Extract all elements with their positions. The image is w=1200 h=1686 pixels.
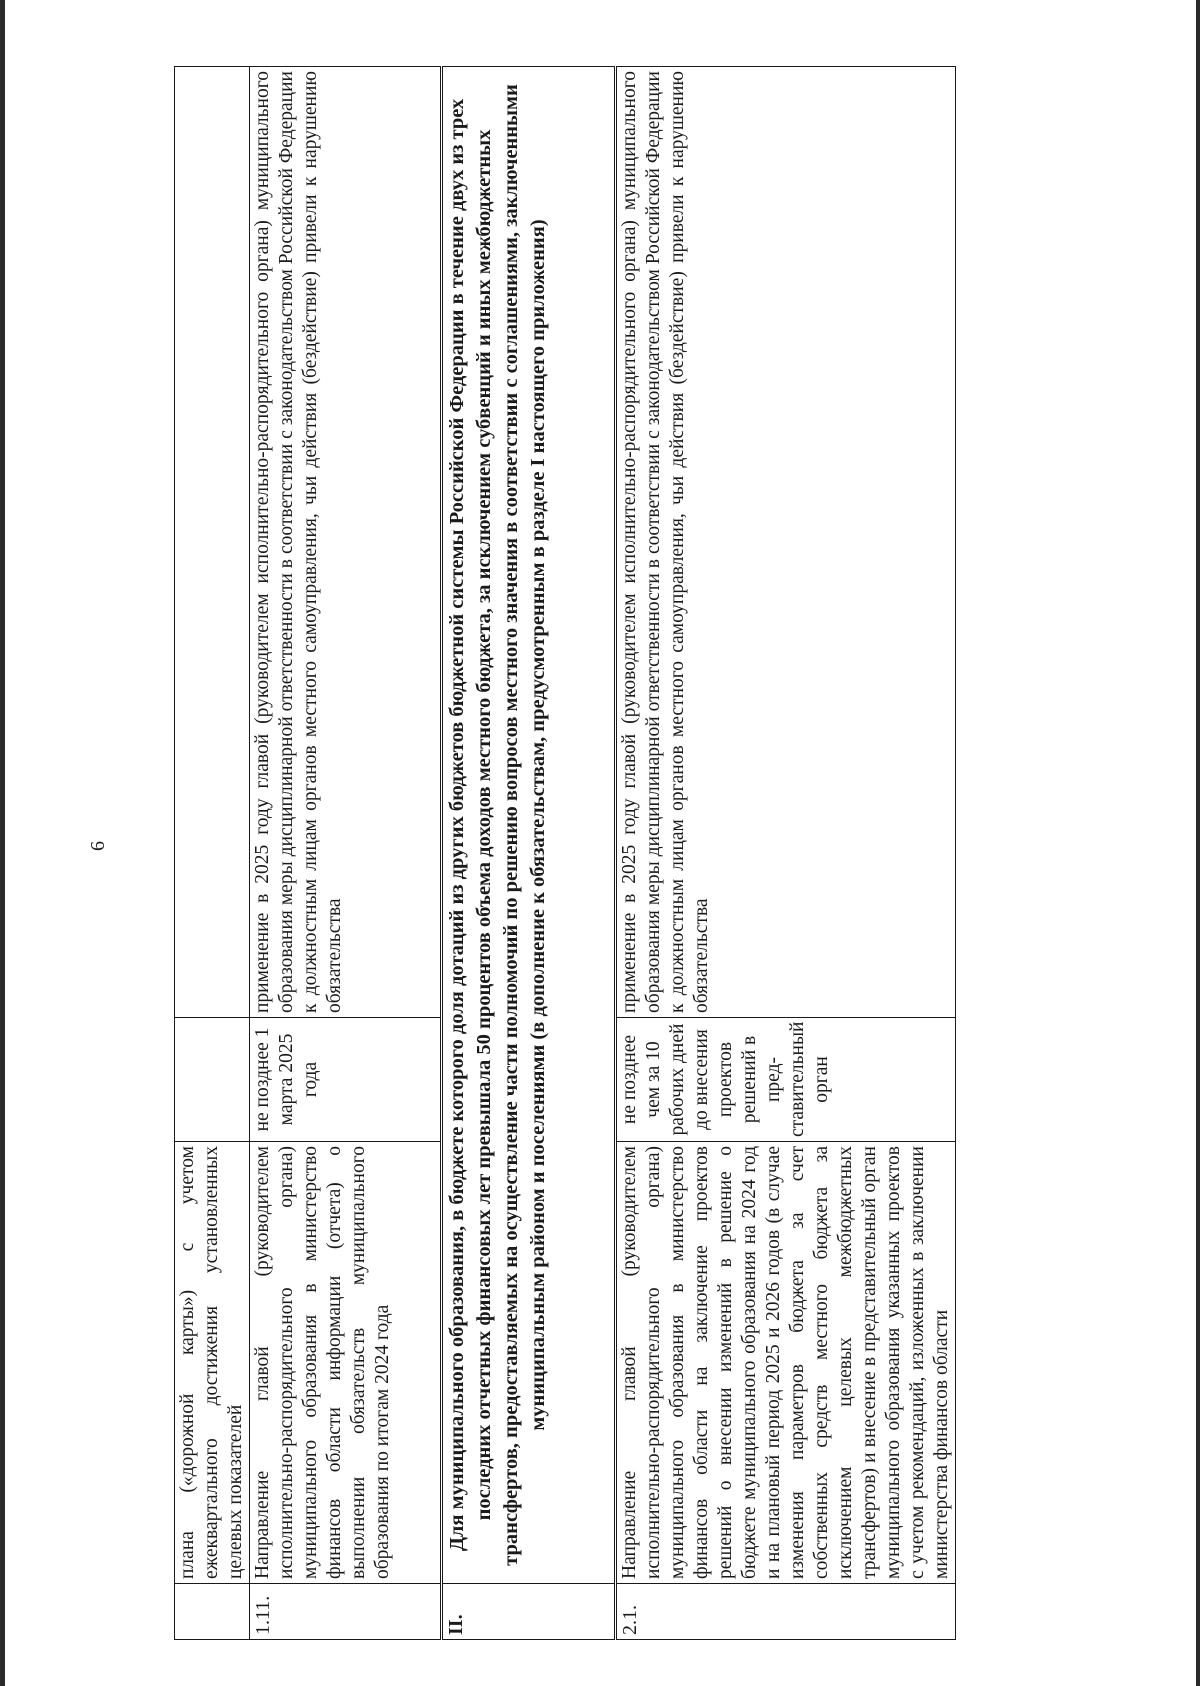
- row-number: [175, 1584, 250, 1640]
- section-title: Для муниципального образования, в бюджете которого доля дотаций из других бюджетов бюджетной системы Российской Федерации в течение двух из трех последних отчетных финансовых лет превышала 50 процентов объема доходов местного бюджета, за исключением субвенций и иных межбюджетных трансфертов, предоставляемых на осуществление части полномочий по решению вопросов местного значения в соответствии с соглашениями, заключенными муниципальным районом и поселениями (в дополнение к обязательствам, предусмотренным в разделе I настоящего приложения): [442, 67, 616, 1584]
- row-result: применение в 2025 году главой (руководителем исполнительно-распорядительного органа) муниципального образования меры дисциплинарной ответственности в соответствии с законодательством Российской Федерации к должностным лицам органов местного самоуправления, чьи действия (бездействие) привели к нарушению обязательства: [250, 67, 442, 1018]
- scan-edge-right: [1196, 0, 1200, 1686]
- page-number: 6: [87, 841, 109, 851]
- scan-edge-left: [0, 0, 5, 1686]
- table-row: [250, 67, 442, 1640]
- row-number: 2.1.: [616, 1584, 956, 1640]
- rotated-table-container: [174, 66, 952, 1640]
- row-term: [175, 1018, 250, 1142]
- row-result: [175, 67, 250, 1018]
- table-row: [616, 67, 956, 1640]
- row-action: плана («дорожной карты») с учетом ежеквартального достижения установленных целевых показателей: [175, 1142, 250, 1584]
- section-row: [442, 67, 616, 1640]
- row-term: не позднее чем за 10 рабочих дней до внесения проектов решений в пред-ставительный орган: [616, 1018, 956, 1142]
- row-action: Направление главой (руководителем исполнительно-распорядительного органа) муниципального образования в министерство финансов области на заключение проектов решений о внесении изменений в решение о бюджете муниципального образования на 2024 год и на плановый период 2025 и 2026 годов (в случае изменения параметров бюджета за счет собственных средств местного бюджета за исключением целевых межбюджетных трансфертов) и внесение в представительный орган муниципального образования указанных проектов с учетом рекомендаций, изложенных в заключении министерства финансов области: [616, 1142, 956, 1584]
- row-action: Направление главой (руководителем исполнительно-распорядительного органа) муниципального образования в министерство финансов области информации (отчета) о выполнении обязательств муниципального образования по итогам 2024 года: [250, 1142, 442, 1584]
- row-number: 1.11.: [250, 1584, 442, 1640]
- section-number: II.: [442, 1584, 616, 1640]
- row-result: применение в 2025 году главой (руководителем исполнительно-распорядительного органа) муниципального образования меры дисциплинарной ответственности в соответствии с законодательством Российской Федерации к должностным лицам органов местного самоуправления, чьи действия (бездействие) привели к нарушению обязательства: [616, 67, 956, 1018]
- obligations-table: [174, 66, 956, 1640]
- table-row: [175, 67, 250, 1640]
- row-term: не позднее 1 марта 2025 года: [250, 1018, 442, 1142]
